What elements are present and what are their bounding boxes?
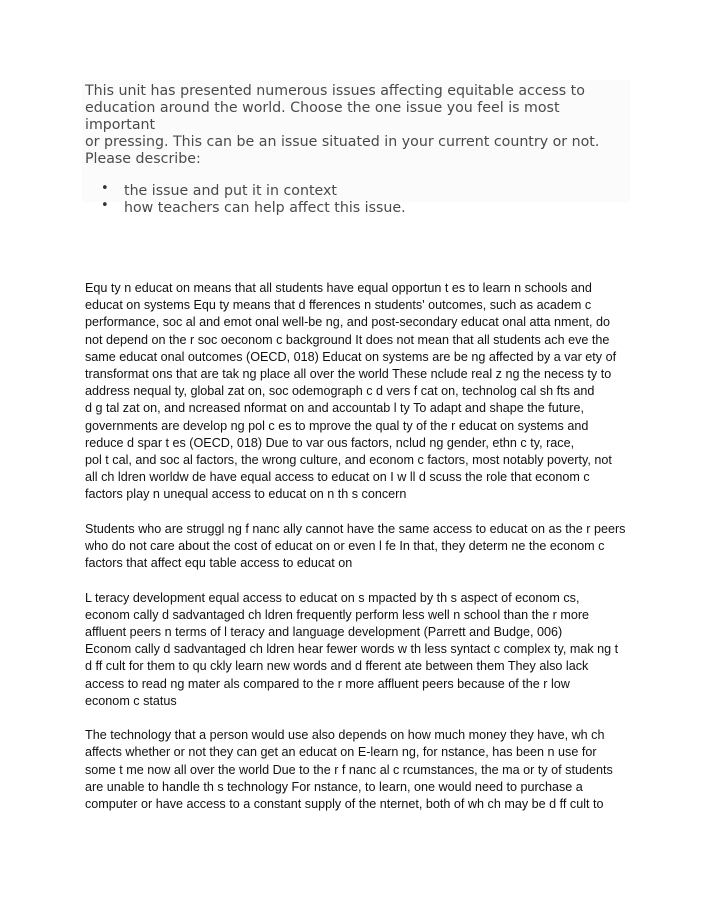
text-line: all ch ldren worldw de have equal access to educat on I w ll d scuss the role that econom c	[85, 470, 590, 485]
text-line: factors that affect equ table access to educat on	[85, 556, 353, 571]
text-line: Students who are struggl ng f nanc ally cannot have the same access to educat on as the r peers	[85, 521, 626, 536]
prompt-text	[85, 83, 630, 168]
prompt-bullet-list	[85, 183, 630, 216]
text-line: reduce d spar t es (OECD, 018) Due to var ous factors, nclud ng gender, ethn c ty, race,	[85, 435, 575, 450]
text-line: are unable to handle th s technology For nstance, to learn, one would need to purchase a	[85, 779, 583, 794]
text-line: Equ ty n educat on means that all students have equal opportun t es to learn n schools and	[85, 281, 592, 295]
text-line: access to read ng mater als compared to the r more affluent peers because of the r low	[85, 676, 570, 691]
paragraph	[85, 280, 645, 504]
text-line: affluent peers n terms of l teracy and language development (Parrett and Budge, 006)	[85, 625, 563, 640]
bullet-icon: •	[101, 181, 109, 196]
text-line: d g tal zat on, and ncreased nformat on and accountab l ty To adapt and shape the future,	[85, 401, 584, 416]
text-line: Econom cally d sadvantaged ch ldren hear fewer words w th less syntact c complex ty, mak ng t	[85, 642, 619, 657]
text-line: educat on systems Equ ty means that d fferences n students' outcomes, such as academ c	[85, 298, 592, 313]
list-item	[101, 181, 630, 200]
text-line: econom c status	[85, 693, 177, 708]
text-line: econom cally d sadvantaged ch ldren frequently perform less well n school than the r more	[85, 607, 590, 622]
text-line: L teracy development equal access to educat on s mpacted by th s aspect of econom cs,	[85, 590, 580, 605]
paragraph	[85, 590, 645, 710]
text-line: pol t cal, and soc al factors, the wrong culture, and econom c factors, most notably poverty, not	[85, 453, 612, 468]
text-line: factors play n unequal access to educat on n th s concern	[85, 487, 407, 502]
text-line: some t me now all over the world Due to the r f nanc al c rcumstances, the ma or ty of students	[85, 762, 613, 777]
prompt-line: Please describe:	[85, 151, 201, 167]
bullet-icon: •	[101, 197, 109, 213]
bullet-text: the issue and put it in context	[124, 183, 337, 199]
assignment-prompt-box	[82, 80, 630, 216]
prompt-line: education around the world. Choose the one issue you feel is most important	[85, 100, 560, 133]
text-line: address nequal ty, global zat on, soc odemograph c d vers f cat on, technolog cal sh fts and	[85, 384, 595, 399]
prompt-line: This unit has presented numerous issues affecting equitable access to	[85, 83, 585, 99]
prompt-line: or pressing. This can be an issue situated in your current country or not.	[85, 134, 600, 150]
text-line: affects whether or not they can get an educat on E-learn ng, for nstance, has been n use for	[85, 745, 597, 760]
text-line: d ff cult for them to qu ckly learn new words and d fferent ate between them They also lack	[85, 659, 589, 674]
essay-body	[85, 280, 645, 830]
paragraph	[85, 727, 645, 813]
text-line: same educat onal outcomes (OECD, 018) Educat on systems are be ng affected by a var ety of	[85, 349, 617, 364]
text-line: transformat ons that are tak ng place all over the world These nclude real z ng the necess ty to	[85, 367, 612, 382]
paragraph	[85, 521, 645, 573]
text-line: The technology that a person would use also depends on how much money they have, wh ch	[85, 728, 605, 743]
list-item	[101, 197, 630, 217]
text-line: computer or have access to a constant supply of the nternet, both of wh ch may be d ff cult to	[85, 797, 604, 812]
text-line: governments are develop ng pol c es to mprove the qual ty of the r educat on systems and	[85, 418, 589, 433]
bullet-text: how teachers can help affect this issue.	[124, 199, 406, 216]
text-line: not depend on the r soc oeconom c background It does not mean that all students ach eve the	[85, 332, 610, 347]
text-line: who do not care about the cost of educat on or even l fe In that, they determ ne the econom c	[85, 539, 605, 554]
text-line: performance, soc al and emot onal well-be ng, and post-secondary educat onal atta nment, do	[85, 315, 611, 330]
